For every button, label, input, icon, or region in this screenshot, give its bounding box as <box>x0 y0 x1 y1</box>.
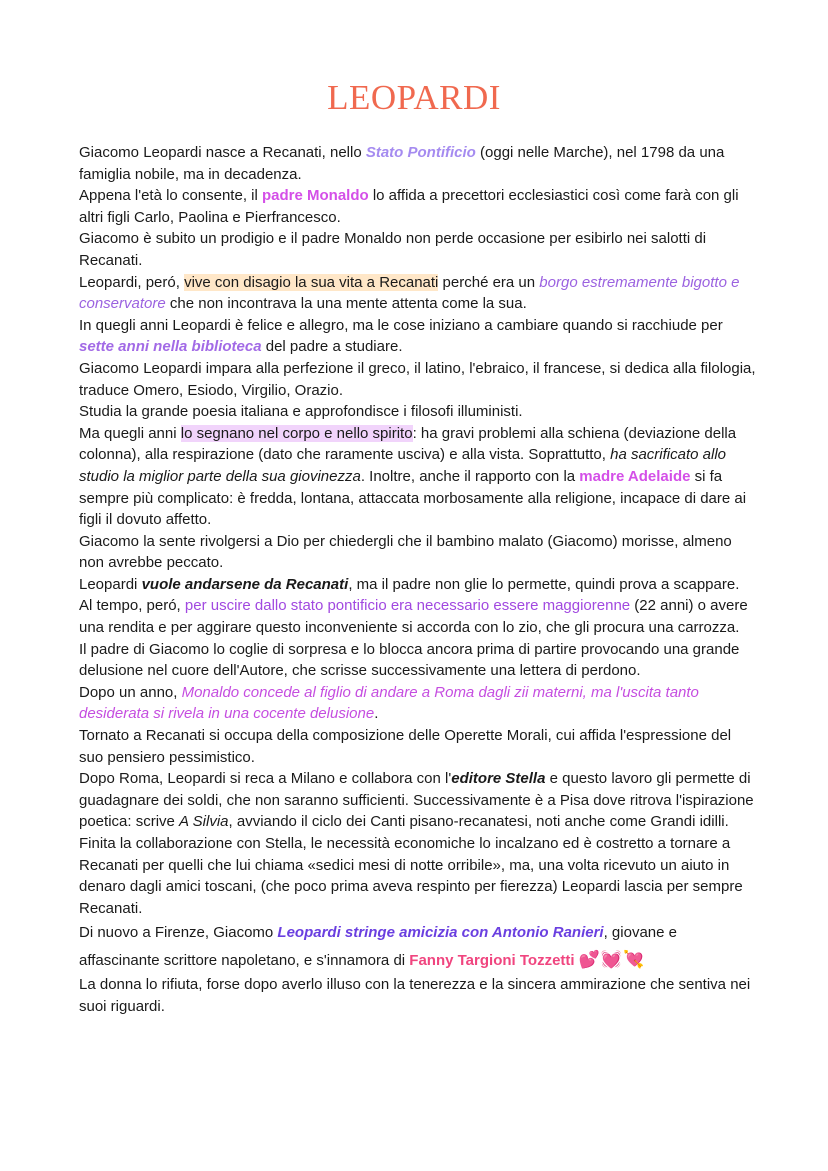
hearts-icon: 💕💓💘 <box>578 950 646 970</box>
highlight-maggiorenne: per uscire dallo stato pontificio era necessario essere maggiorenne <box>184 597 631 615</box>
paragraph-education: Appena l'età lo consente, il padre Monaldo lo affida a precettori ecclesiastici così come farà con gli altri figli Carlo, Paolina e Pierfrancesco. <box>79 187 739 226</box>
highlight-disagio: vive con disagio la sua vita a Recanati <box>184 273 439 291</box>
paragraph-prayer: Giacomo la sente rivolgersi a Dio per chiedergli che il bambino malato (Giacomo) morisse, almeno non avrebbe peccato. <box>79 532 732 572</box>
paragraph-poetry: Studia la grande poesia italiana e approfondisce i filosofi illuministi. <box>79 403 523 421</box>
paragraph-roma: Dopo un anno, Monaldo concede al figlio di andare a Roma dagli zii materni, ma l'uscita tanto desiderata si rivela in una cocente delusione. <box>79 683 699 723</box>
highlight-fanny: Fanny Targioni Tozzetti <box>409 952 575 970</box>
paragraph-prodigy: Giacomo è subito un prodigio e il padre Monaldo non perde occasione per esibirlo nei salotti di Recanati. <box>79 230 707 269</box>
highlight-borgo: borgo estremamente bigotto e conservatore <box>79 273 740 313</box>
paragraph-languages: Giacomo Leopardi impara alla perfezione il greco, il latino, l'ebraico, il francese, si dedica alla filologia, traduce Omero, Esiodo, Virgilio, Orazio. <box>79 359 756 399</box>
paragraph-escape: Leopardi vuole andarsene da Recanati, ma il padre non glie lo permette, quindi prova a scappare. <box>79 575 740 593</box>
highlight-biblioteca: sette anni nella biblioteca <box>79 338 262 356</box>
highlight-roma: Monaldo concede al figlio di andare a Roma dagli zii materni, ma l'uscita tanto desiderata si rivela in una cocente delusione <box>79 683 699 723</box>
page-title: LEOPARDI <box>327 78 501 117</box>
italic-a-silvia: A Silvia <box>179 813 229 831</box>
paragraph-firenze: Di nuovo a Firenze, Giacomo Leopardi stringe amicizia con Antonio Ranieri, giovane e affascinante scrittore napoletano, e s'innamora di Fanny Targioni Tozzetti 💕💓💘 <box>79 924 677 970</box>
paragraph-recanati: Leopardi, peró, vive con disagio la sua vita a Recanati perché era un borgo estremamente bigotto e conservatore che non incontrava la una mente attenta come la sua. <box>79 273 740 313</box>
paragraph-milano: Dopo Roma, Leopardi si reca a Milano e collabora con l'editore Stella e questo lavoro gli permette di guadagnare dei soldi, che non saranno sufficienti. Successivamente è a Pisa dove ritrova l'ispirazione poetica: scrive A Silvia, avviando il ciclo dei Canti pisano-recanatesi, noti anche come Grandi idilli. <box>79 770 754 831</box>
highlight-andarsene: vuole andarsene da Recanati <box>141 575 349 593</box>
highlight-madre-adelaide: madre Adelaide <box>579 467 691 485</box>
highlight-ranieri: Leopardi stringe amicizia con Antonio Ranieri <box>277 924 604 942</box>
document-body <box>79 142 759 1018</box>
paragraph-return: Finita la collaborazione con Stella, le necessità economiche lo incalzano ed è costretto a tornare a Recanati per quelli che lui chiama «sedici mesi di notte orribile», ma, una volta ricevuto un aiuto in denaro dagli amici toscani, (che poco prima aveva respinto per fierezza) Leopardi lascia per sempre Recanati. <box>79 835 743 917</box>
highlight-stato-pontificio: Stato Pontificio <box>365 144 476 161</box>
paragraph-birth: Giacomo Leopardi nasce a Recanati, nello Stato Pontificio (oggi nelle Marche), nel 1798 da una famiglia nobile, ma in decadenza. <box>79 144 725 183</box>
paragraph-health: Ma quegli anni lo segnano nel corpo e nello spirito: ha gravi problemi alla schiena (deviazione della colonna), alla respirazione (dato che raramente usciva) e alla vista. Soprattutto, ha sacrificato allo studio la miglior parte della sua giovinezza. Inoltre, anche il rapporto con la madre Adelaide si fa sempre più complicato: è fredda, lontana, attaccata morbosamente alla religione, incapace di dare ai figli il dovuto affetto. <box>79 424 747 529</box>
paragraph-operette: Tornato a Recanati si occupa della composizione delle Operette Morali, cui affida l'espressione del suo pensiero pessimistico. <box>79 727 732 766</box>
paragraph-rejection: La donna lo rifiuta, forse dopo averlo illuso con la tenerezza e la sincera ammirazione che sentiva nei suoi riguardi. <box>79 976 751 1015</box>
paragraph-maggiorenne: Al tempo, peró, per uscire dallo stato pontificio era necessario essere maggiorenne (22 anni) o avere una rendita e per aggirare questo inconveniente si accorda con lo zio, che gli procura una carrozza. <box>79 597 748 637</box>
highlight-editore-stella: editore Stella <box>451 770 546 788</box>
highlight-corpo-spirito: lo segnano nel corpo e nello spirito <box>180 424 413 442</box>
italic-giovinezza: ha sacrificato allo studio la miglior parte della sua giovinezza <box>79 446 727 485</box>
highlight-padre-monaldo: padre Monaldo <box>262 187 369 205</box>
paragraph-biblioteca: In quegli anni Leopardi è felice e allegro, ma le cose iniziano a cambiare quando si racchiude per sette anni nella biblioteca del padre a studiare. <box>79 316 723 356</box>
paragraph-caught: Il padre di Giacomo lo coglie di sorpresa e lo blocca ancora prima di partire provocando una grande delusione nel cuore dell'Autore, che scrisse successivamente una lettera di perdono. <box>79 640 740 680</box>
